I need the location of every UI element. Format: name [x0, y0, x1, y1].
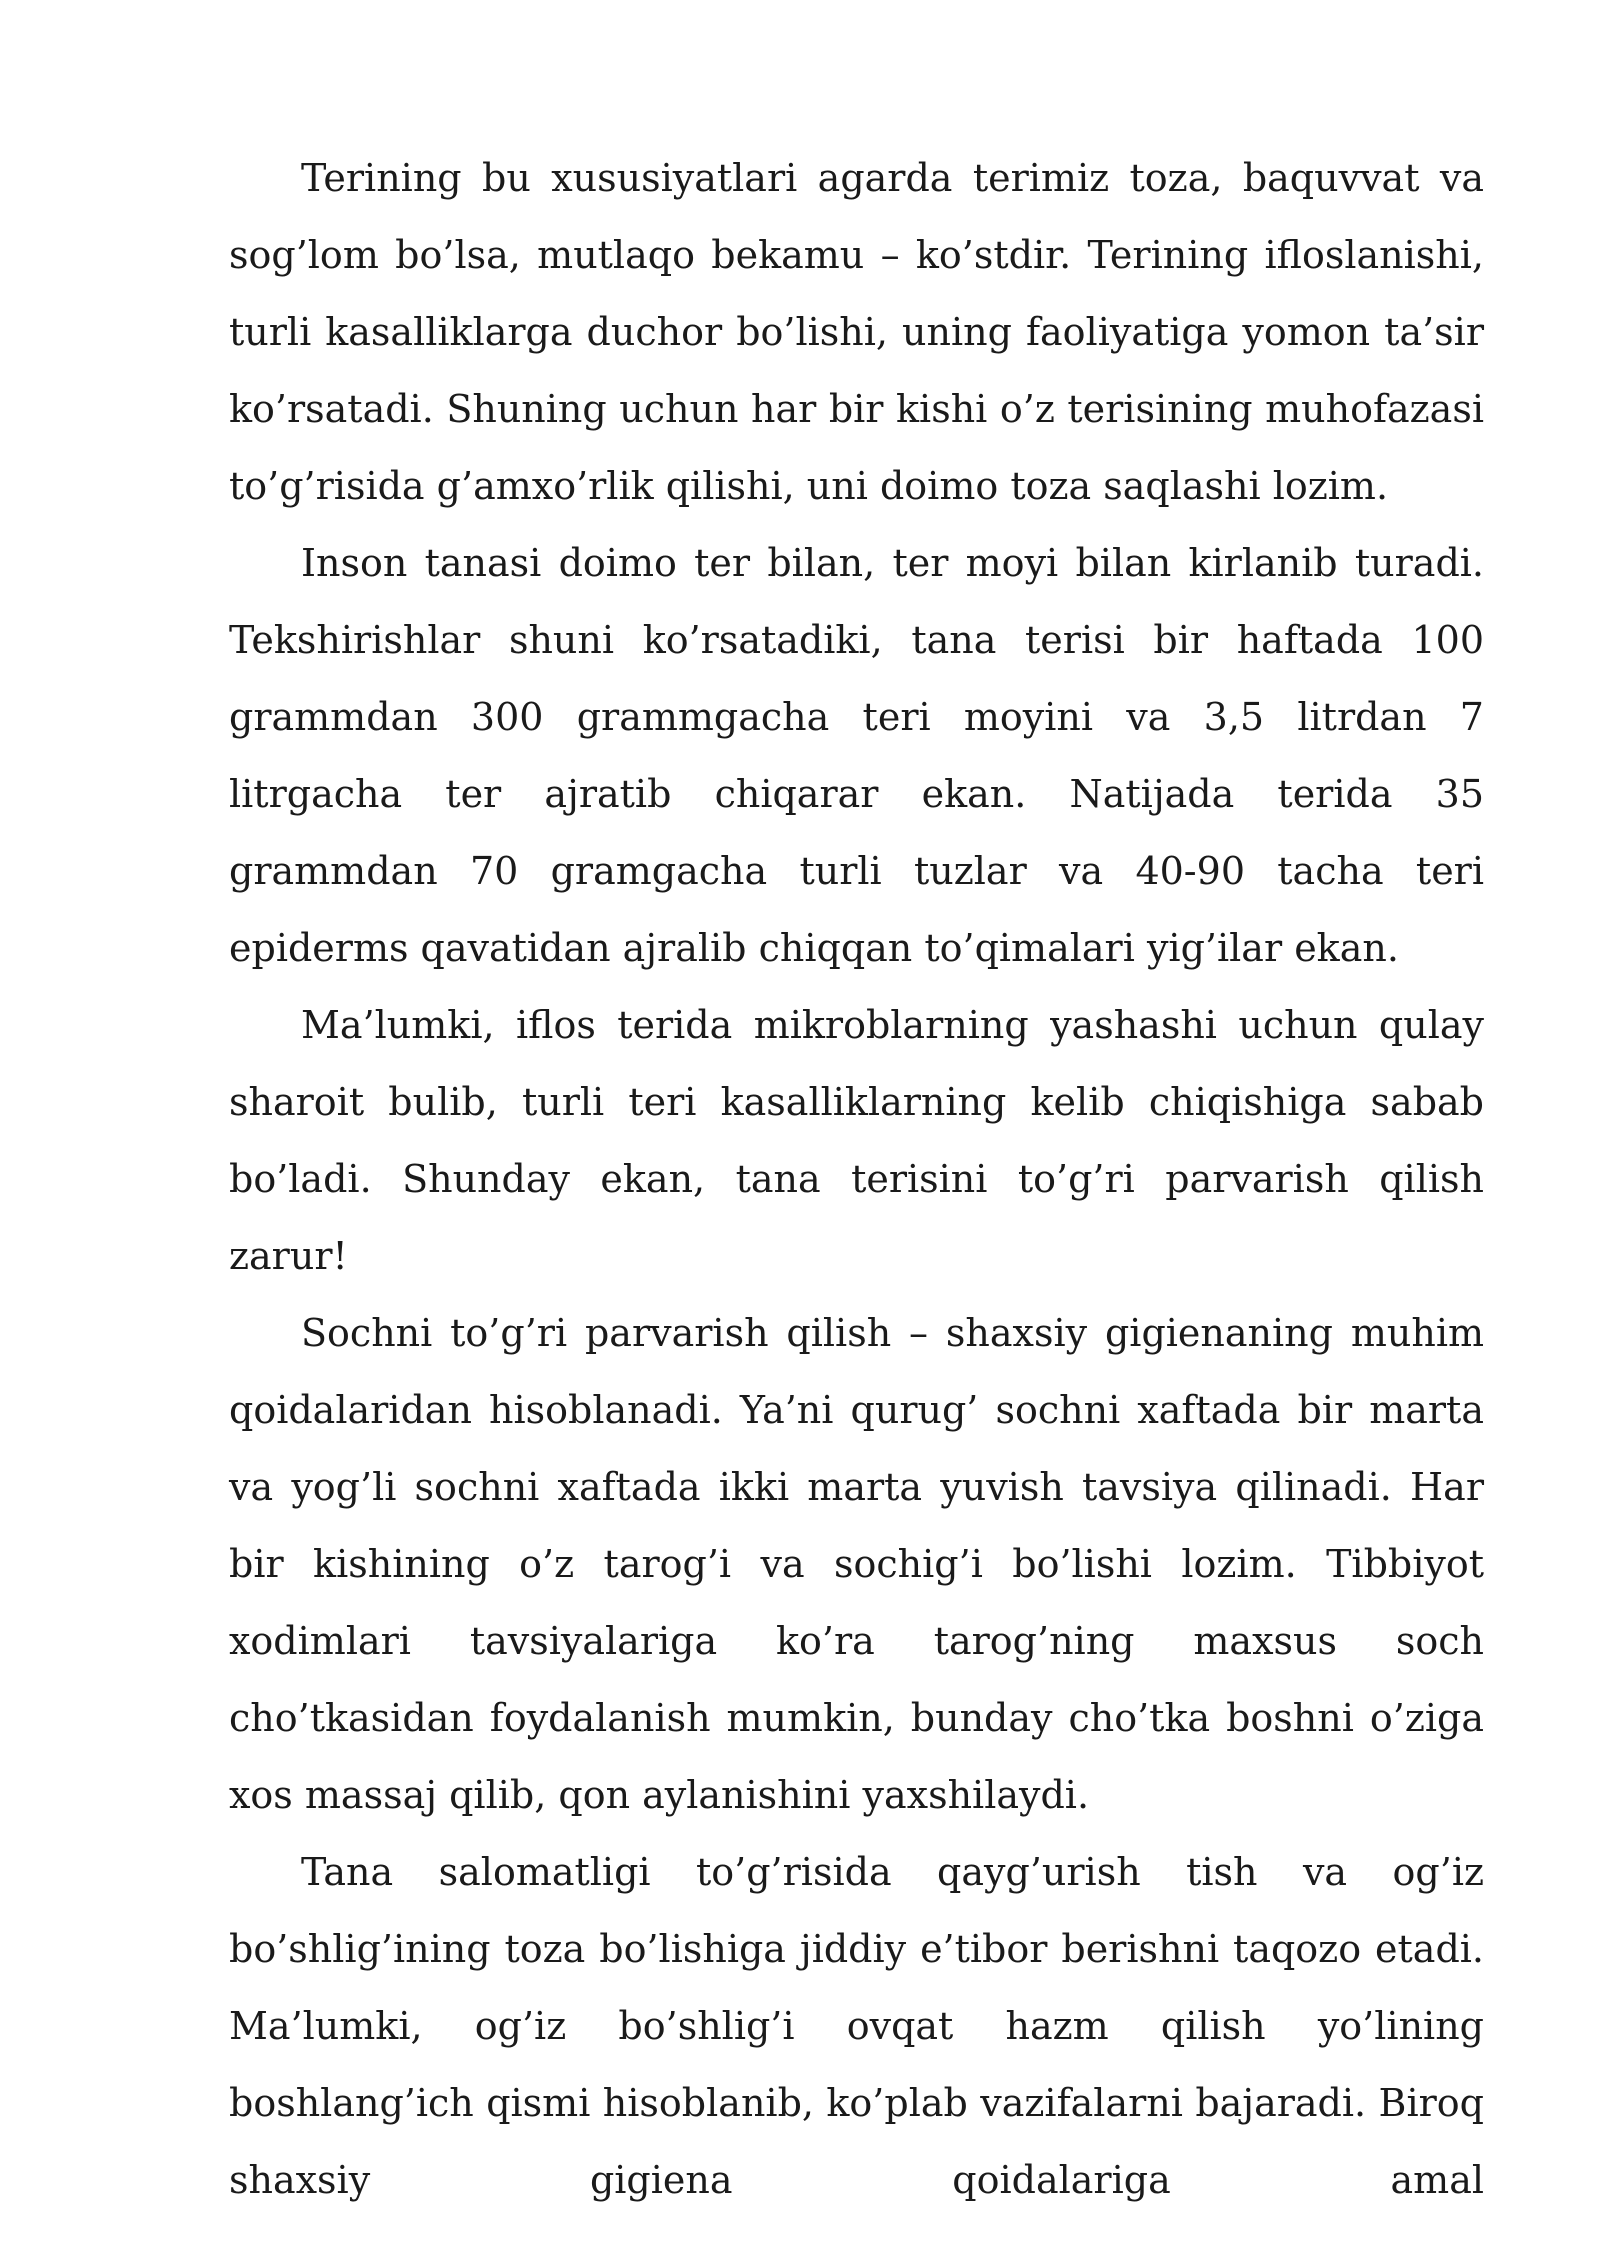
paragraph-oral-hygiene: Tana salomatligi to’g’risida qayg’urish tish va og’iz bo’shlig’ining toza bo’lishiga jiddiy e’tibor berishni taqozo etadi. Ma’lumki, og’iz bo’shlig’i ovqat hazm qilish yo’lining boshlang’ich qismi hisoblanib, ko’plab vazifalarni bajaradi. Biroq shaxsiy gigiena qoidalariga amal: [229, 1850, 1484, 2202]
paragraph-skin-properties: Terining bu xususiyatlari agarda terimiz toza, baquvvat va sog’lom bo’lsa, mutlaqo bekamu – ko’stdir. Terining ifloslanishi, turli kasalliklarga duchor bo’lishi, uning faoliyatiga yomon ta’sir ko’rsatadi. Shuning uchun har bir kishi o’z terisining muhofazasi to’g’risida g’amxo’rlik qilishi, uni doimo toza saqlashi lozim.: [229, 156, 1484, 508]
document-page: [229, 140, 1484, 2202]
paragraph-microbes: Ma’lumki, iflos terida mikroblarning yashashi uchun qulay sharoit bulib, turli teri kasalliklarning kelib chiqishiga sabab bo’ladi. Shunday ekan, tana terisini to’g’ri parvarish qilish zarur!: [229, 1003, 1484, 1278]
paragraph-body-sweat: Inson tanasi doimo ter bilan, ter moyi bilan kirlanib turadi. Tekshirishlar shuni ko’rsatadiki, tana terisi bir haftada 100 grammdan 300 grammgacha teri moyini va 3,5 litrdan 7 litrgacha ter ajratib chiqarar ekan. Natijada terida 35 grammdan 70 gramgacha turli tuzlar va 40-90 tacha teri epiderms qavatidan ajralib chiqqan to’qimalari yig’ilar ekan.: [229, 541, 1484, 970]
paragraph-hair-care: Sochni to’g’ri parvarish qilish – shaxsiy gigienaning muhim qoidalaridan hisoblanadi. Ya’ni qurug’ sochni xaftada bir marta va yog’li sochni xaftada ikki marta yuvish tavsiya qilinadi. Har bir kishining o’z tarog’i va sochig’i bo’lishi lozim. Tibbiyot xodimlari tavsiyalariga ko’ra tarog’ning maxsus soch cho’tkasidan foydalanish mumkin, bunday cho’tka boshni o’ziga xos massaj qilib, qon aylanishini yaxshilaydi.: [229, 1311, 1484, 1817]
